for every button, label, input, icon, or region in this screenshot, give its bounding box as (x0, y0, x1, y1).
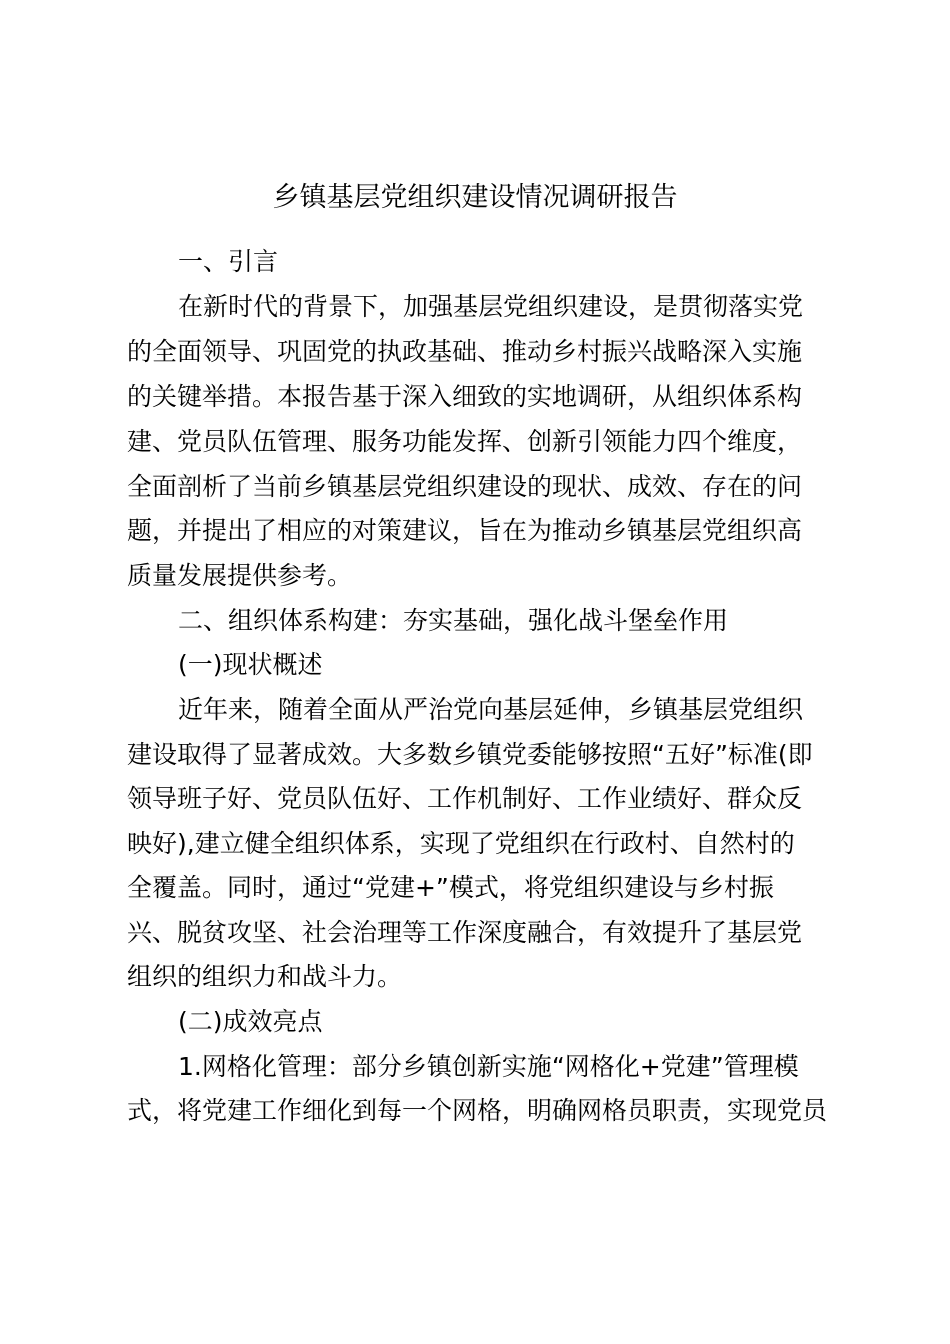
paragraph-line: 映好),建立健全组织体系，实现了党组织在行政村、自然村的 (127, 829, 795, 858)
paragraph-line: 题，并提出了相应的对策建议，旨在为推动乡镇基层党组织高 (127, 516, 803, 545)
section-heading-intro: 一、引言 (178, 247, 279, 276)
paragraph-line: 质量发展提供参考。 (127, 561, 353, 590)
paragraph-line: 领导班子好、党员队伍好、工作机制好、工作业绩好、群众反 (127, 784, 803, 813)
paragraph-line: 的全面领导、巩固党的执政基础、推动乡村振兴战略深入实施 (127, 337, 803, 366)
paragraph-line: 全覆盖。同时，通过“党建+”模式，将党组织建设与乡村振 (127, 873, 774, 902)
paragraph-line: 1.网格化管理：部分乡镇创新实施“网格化+党建”管理模 (178, 1052, 799, 1081)
paragraph-line: 组织的组织力和战斗力。 (127, 962, 403, 991)
section-heading-organization: 二、组织体系构建：夯实基础，强化战斗堡垒作用 (178, 606, 729, 635)
paragraph-line: 在新时代的背景下，加强基层党组织建设，是贯彻落实党 (178, 292, 804, 321)
document-title: 乡镇基层党组织建设情况调研报告 (272, 182, 678, 213)
subsection-heading-status: (一)现状概述 (178, 650, 323, 679)
paragraph-line: 建、党员队伍管理、服务功能发挥、创新引领能力四个维度， (127, 427, 803, 456)
paragraph-line: 的关键举措。本报告基于深入细致的实地调研，从组织体系构 (127, 382, 803, 411)
paragraph-line: 建设取得了显著成效。大多数乡镇党委能够按照“五好”标准(即 (127, 740, 813, 769)
paragraph-line: 式，将党建工作细化到每一个网格，明确网格员职责，实现党员 (127, 1096, 828, 1125)
paragraph-line: 兴、脱贫攻坚、社会治理等工作深度融合，有效提升了基层党 (127, 918, 803, 947)
paragraph-line: 全面剖析了当前乡镇基层党组织建设的现状、成效、存在的问 (127, 472, 803, 501)
paragraph-line: 近年来，随着全面从严治党向基层延伸，乡镇基层党组织 (178, 695, 804, 724)
subsection-heading-highlights: (二)成效亮点 (178, 1007, 323, 1036)
